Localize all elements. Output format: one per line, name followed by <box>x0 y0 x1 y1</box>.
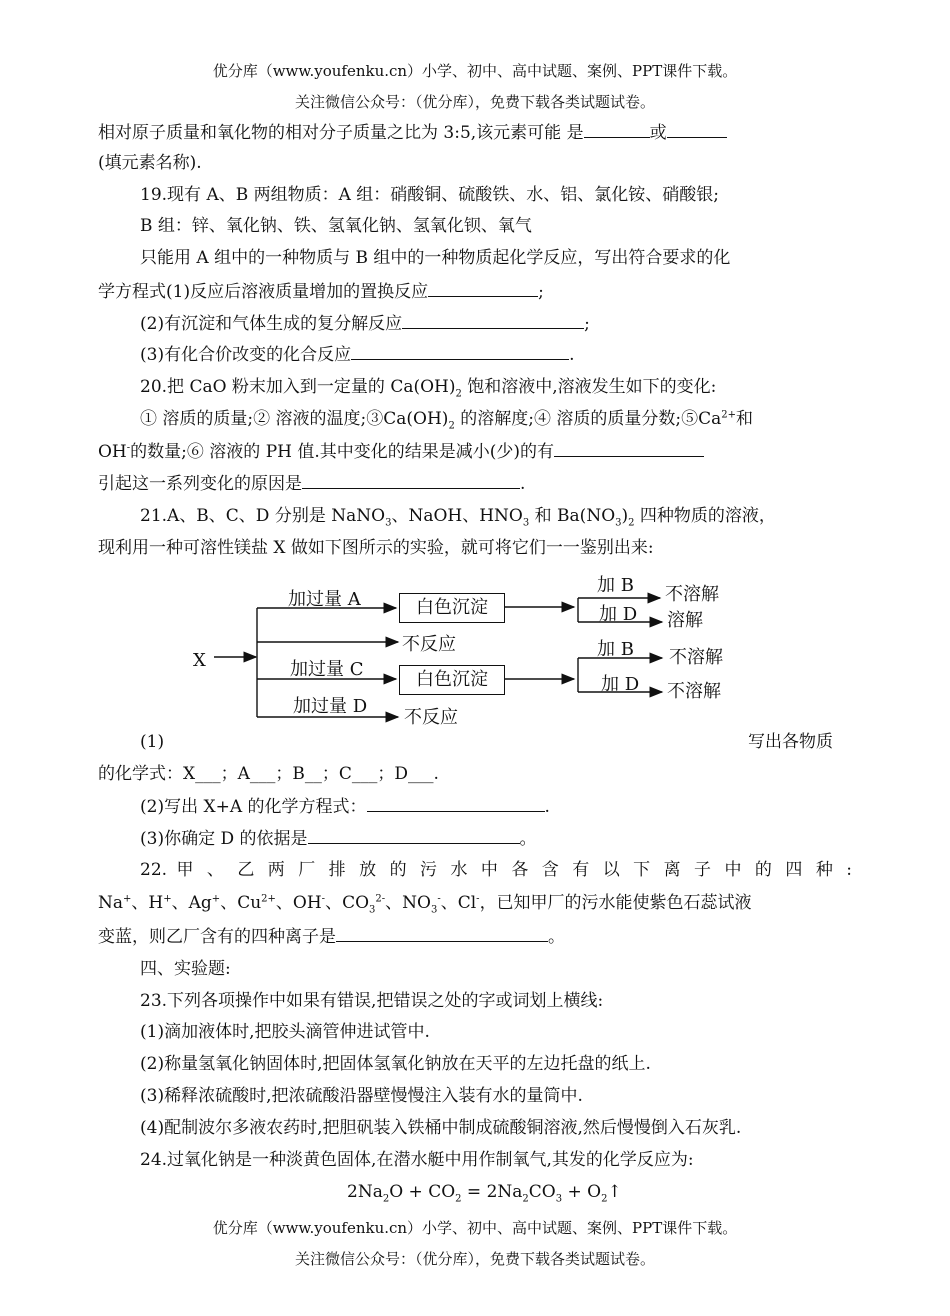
q23-item-4: (4)配制波尔多液农药时,把胆矾装入铁桶中制成硫酸铜溶液,然后慢慢倒入石灰乳. <box>140 1118 742 1138</box>
q24-equation: $2Na_2O + CO_2 = 2Na_2CO_3$ + $O_2↑$ <box>347 1182 622 1205</box>
q23-intro: 23.下列各项操作中如果有错误,把错误之处的字或词划上横线: <box>140 991 604 1011</box>
q19-line-4: 学方程式(1)反应后溶液质量增加的置换反应 ; <box>98 282 544 302</box>
q18-line-1: 相对原子质量和氧化物的相对分子质量之比为 3:5,该元素可能 是 或 <box>98 121 727 144</box>
answer-blank <box>336 925 548 942</box>
footer-line-1: 优分库（www.youfenku.cn）小学、初中、高中试题、案例、PPT课件下载。 <box>212 1219 738 1237</box>
label-insoluble-3: 不溶解 <box>667 681 721 702</box>
label-add-d-2: 加 D <box>601 674 640 695</box>
white-precipitate-box-2: 白色沉淀 <box>399 665 505 695</box>
q19-line-3: 只能用 A 组中的一种物质与 B 组中的一种物质起化学反应，写出符合要求的化 <box>140 248 731 268</box>
q21-part1-num: (1) <box>140 732 165 752</box>
q19-line-1: 19.现有 A、B 两组物质：A 组：硝酸铜、硫酸铁、水、铝、氯化铵、硝酸银; <box>140 185 720 205</box>
label-add-a: 加过量 A <box>288 589 361 610</box>
ion: $CO_3^{2-}$ <box>342 893 386 916</box>
header-line-2: 关注微信公众号：（优分库），免费下载各类试题试卷。 <box>294 93 655 111</box>
q23-item-1: (1)滴加液体时,把胶头滴管伸进试管中. <box>140 1022 430 1042</box>
ion-list: Na+、H+、Ag+、$Cu^{2+}$、OH-、$CO_3^{2-}$、$NO_3^-$、Cl- <box>98 893 480 916</box>
q23-item-3: (3)稀释浓硫酸时,把浓硫酸沿器壁慢慢注入装有水的量筒中. <box>140 1086 583 1106</box>
label-insoluble-1: 不溶解 <box>665 584 719 605</box>
q21-line-1: 21.A、B、C、D 分别是 NaNO$_3$、NaOH、$HNO_3$ 和 $Ba(NO_3)_2$ 四种物质的溶液， <box>140 506 776 529</box>
q19-line-5: (2)有沉淀和气体生成的复分解反应 ; <box>140 314 590 334</box>
label-no-reaction-2: 不反应 <box>404 707 458 728</box>
ion: Ag+ <box>188 893 221 913</box>
header-line-1: 优分库（www.youfenku.cn）小学、初中、高中试题、案例、PPT课件下载。 <box>212 62 738 80</box>
ion: $NO_3^-$ <box>402 893 441 916</box>
q23-item-2: (2)称量氢氧化钠固体时,把固体氢氧化钠放在天平的左边托盘的纸上. <box>140 1054 651 1074</box>
ion: OH- <box>292 893 326 913</box>
q21-part2: (2)写出 X+A 的化学方程式： . <box>140 797 550 817</box>
answer-blank <box>367 795 545 812</box>
ion: Na+ <box>98 893 132 913</box>
q21-part1-line2: 的化学式：X___；A___；B__；C___；D___. <box>98 764 439 784</box>
footer-line-2: 关注微信公众号：（优分库），免费下载各类试题试卷。 <box>294 1250 655 1268</box>
q22-line-3: 变蓝，则乙厂含有的四种离子是 。 <box>98 927 565 947</box>
ion: H+ <box>148 893 172 913</box>
ion: Cl- <box>457 893 480 913</box>
q24-intro: 24.过氧化钠是一种淡黄色固体,在潜水艇中用作制氧气,其发的化学反应为: <box>140 1150 694 1170</box>
q22-line-1: 22. 甲 、 乙 两 厂 排 放 的 污 水 中 各 含 有 以 下 离 子 中 的 四 种 : <box>140 860 852 880</box>
white-precipitate-box-1: 白色沉淀 <box>399 593 505 623</box>
q21-part3: (3)你确定 D 的依据是 。 <box>140 829 537 849</box>
q20-line-4: 引起这一系列变化的原因是 . <box>98 474 526 494</box>
q21-part1-right: 写出各物质 <box>748 732 833 752</box>
label-no-reaction-1: 不反应 <box>402 634 456 655</box>
q20-line-3: OH-的数量;⑥ 溶液的 PH 值.其中变化的结果是减小(少)的有 <box>98 440 704 463</box>
label-add-b-1: 加 B <box>597 575 634 596</box>
q20-line-1: 20.把 CaO 粉末加入到一定量的 $Ca(OH)_2$ 饱和溶液中,溶液发生如下的变化: <box>140 377 717 400</box>
label-insoluble-2: 不溶解 <box>669 647 723 668</box>
answer-blank <box>308 827 520 844</box>
label-add-c: 加过量 C <box>290 659 364 680</box>
ion: $Cu^{2+}$ <box>237 893 276 913</box>
section-title-experiments: 四、实验题: <box>140 959 231 979</box>
q19-line-6: (3)有化合价改变的化合反应 . <box>140 345 575 365</box>
label-add-d: 加过量 D <box>293 696 368 717</box>
q20-line-2: ① 溶质的质量;② 溶液的温度$;③Ca(OH)_2$ 的溶解度;④ 溶质的质量分数$;⑤Ca^{2+}$和 <box>140 409 753 432</box>
q19-line-2: B 组：锌、氧化钠、铁、氢氧化钠、氢氧化钡、氧气 <box>140 216 532 236</box>
label-x: X <box>193 650 206 671</box>
label-add-d-1: 加 D <box>599 604 638 625</box>
q18-line-2: (填元素名称). <box>98 153 202 173</box>
label-add-b-2: 加 B <box>597 639 634 660</box>
label-soluble-1: 溶解 <box>667 610 703 631</box>
q21-line-2: 现利用一种可溶性镁盐 X 做如下图所示的实验，就可将它们一一鉴别出来: <box>98 538 654 558</box>
q22-ions-line: Na+、H+、Ag+、$Cu^{2+}$、OH-、$CO_3^{2-}$、$NO_3^-$、Cl-，已知甲厂的污水能使紫色石蕊试液 <box>98 893 752 916</box>
